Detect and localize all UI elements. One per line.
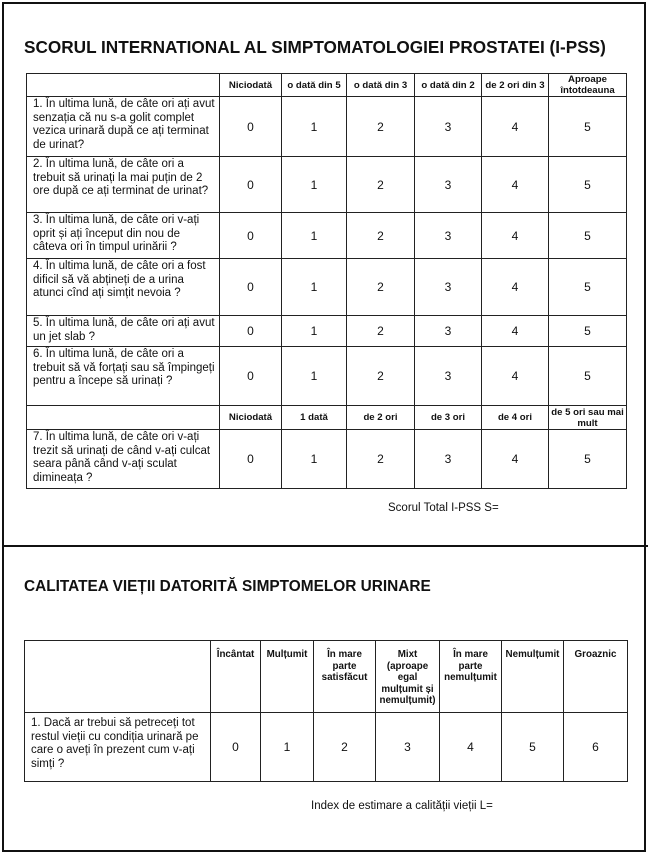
- score-cell[interactable]: 4: [440, 713, 502, 782]
- header-delighted: Încântat: [211, 641, 261, 713]
- score-cell[interactable]: 1: [282, 97, 347, 157]
- score-cell[interactable]: 4: [482, 430, 549, 489]
- header-1-in-5: o dată din 5: [282, 74, 347, 97]
- table-row: [27, 157, 627, 213]
- ipss-header-row-2: [27, 406, 627, 430]
- score-cell[interactable]: 1: [282, 213, 347, 259]
- score-cell[interactable]: 2: [347, 97, 415, 157]
- qol-index-label: Index de estimare a calității vieții L=: [311, 800, 493, 812]
- question-text: 1. Dacă ar trebui să petreceți tot restul vieții cu condiția urinară pe care o aveți în prezent cum v-ați simți ?: [25, 713, 211, 782]
- ipss-table: [26, 73, 627, 489]
- score-cell[interactable]: 2: [314, 713, 376, 782]
- score-cell[interactable]: 1: [282, 259, 347, 316]
- score-cell[interactable]: 2: [347, 316, 415, 347]
- score-cell[interactable]: 3: [415, 97, 482, 157]
- question-text: 1. În ultima lună, de câte ori ați avut senzația că nu s-a golit complet vezica urinară după ce ați terminat de urinat?: [27, 97, 220, 157]
- score-cell[interactable]: 0: [220, 430, 282, 489]
- score-cell[interactable]: 4: [482, 259, 549, 316]
- header2-three-times: de 3 ori: [415, 406, 482, 430]
- table-row: [27, 430, 627, 489]
- section-divider: [2, 545, 648, 547]
- question-text: 2. În ultima lună, de câte ori a trebuit să urinați la mai puțin de 2 ore după ce ați terminat de urinat?: [27, 157, 220, 213]
- header-empty-cell: [27, 406, 220, 430]
- score-cell[interactable]: 5: [502, 713, 564, 782]
- score-cell[interactable]: 0: [220, 347, 282, 406]
- question-text: 5. În ultima lună, de câte ori ați avut un jet slab ?: [27, 316, 220, 347]
- score-cell[interactable]: 3: [415, 259, 482, 316]
- score-cell[interactable]: 4: [482, 316, 549, 347]
- header-empty-cell: [27, 74, 220, 97]
- score-cell[interactable]: 5: [549, 316, 627, 347]
- score-cell[interactable]: 1: [282, 316, 347, 347]
- score-cell[interactable]: 5: [549, 259, 627, 316]
- score-cell[interactable]: 3: [415, 430, 482, 489]
- score-cell[interactable]: 3: [415, 316, 482, 347]
- score-cell[interactable]: 4: [482, 213, 549, 259]
- qol-table: [24, 640, 628, 782]
- header-terrible: Groaznic: [564, 641, 628, 713]
- score-cell[interactable]: 0: [220, 259, 282, 316]
- header-mostly-dissatisfied: În mare parte nemulțumit: [440, 641, 502, 713]
- score-cell[interactable]: 6: [564, 713, 628, 782]
- table-row: [27, 259, 627, 316]
- header2-five-or-more: de 5 ori sau mai mult: [549, 406, 627, 430]
- score-cell[interactable]: 2: [347, 259, 415, 316]
- score-cell[interactable]: 5: [549, 347, 627, 406]
- score-cell[interactable]: 0: [220, 97, 282, 157]
- header-almost-always: Aproape întotdeauna: [549, 74, 627, 97]
- score-cell[interactable]: 4: [482, 347, 549, 406]
- score-cell[interactable]: 1: [261, 713, 314, 782]
- ipss-header-row: [27, 74, 627, 97]
- question-text: 3. În ultima lună, de câte ori v-ați oprit și ați început din nou de câteva ori în timpul urinării ?: [27, 213, 220, 259]
- score-cell[interactable]: 1: [282, 157, 347, 213]
- header-never: Niciodată: [220, 74, 282, 97]
- header-1-in-3: o dată din 3: [347, 74, 415, 97]
- score-cell[interactable]: 1: [282, 347, 347, 406]
- table-row: [27, 347, 627, 406]
- header-unhappy: Nemulțumit: [502, 641, 564, 713]
- table-row: [25, 713, 628, 782]
- score-cell[interactable]: 2: [347, 157, 415, 213]
- score-cell[interactable]: 4: [482, 97, 549, 157]
- table-row: [27, 316, 627, 347]
- score-cell[interactable]: 3: [415, 157, 482, 213]
- header-empty-cell: [25, 641, 211, 713]
- header-2-in-3: de 2 ori din 3: [482, 74, 549, 97]
- score-cell[interactable]: 5: [549, 157, 627, 213]
- score-cell[interactable]: 5: [549, 430, 627, 489]
- score-cell[interactable]: 2: [347, 430, 415, 489]
- table-row: [27, 213, 627, 259]
- score-cell[interactable]: 3: [415, 347, 482, 406]
- score-cell[interactable]: 2: [347, 347, 415, 406]
- score-cell[interactable]: 5: [549, 213, 627, 259]
- header2-never: Niciodată: [220, 406, 282, 430]
- header2-twice: de 2 ori: [347, 406, 415, 430]
- qol-title: CALITATEA VIEȚII DATORITĂ SIMPTOMELOR URINARE: [24, 578, 431, 595]
- question-text: 7. În ultima lună, de câte ori v-ați trezit să urinați de când v-ați culcat seara până când v-ați sculat dimineața ?: [27, 430, 220, 489]
- score-cell[interactable]: 2: [347, 213, 415, 259]
- header2-once: 1 dată: [282, 406, 347, 430]
- table-row: [27, 97, 627, 157]
- score-cell[interactable]: 4: [482, 157, 549, 213]
- ipss-title: SCORUL INTERNATIONAL AL SIMPTOMATOLOGIEI PROSTATEI (I-PSS): [24, 37, 606, 57]
- score-cell[interactable]: 0: [211, 713, 261, 782]
- header2-four-times: de 4 ori: [482, 406, 549, 430]
- score-cell[interactable]: 0: [220, 316, 282, 347]
- score-cell[interactable]: 3: [376, 713, 440, 782]
- score-cell[interactable]: 1: [282, 430, 347, 489]
- header-mostly-satisfied: În mare parte satisfăcut: [314, 641, 376, 713]
- header-pleased: Mulțumit: [261, 641, 314, 713]
- header-mixed: Mixt (aproape egal mulțumit și nemulțumit): [376, 641, 440, 713]
- score-cell[interactable]: 0: [220, 213, 282, 259]
- score-cell[interactable]: 0: [220, 157, 282, 213]
- question-text: 6. În ultima lună, de câte ori a trebuit să vă forțați sau să împingeți pentru a începe să urinați ?: [27, 347, 220, 406]
- header-1-in-2: o dată din 2: [415, 74, 482, 97]
- score-cell[interactable]: 5: [549, 97, 627, 157]
- question-text: 4. În ultima lună, de câte ori a fost dificil să vă abțineți de a urina atunci cînd ați simțit nevoia ?: [27, 259, 220, 316]
- ipss-total-label: Scorul Total I-PSS S=: [388, 502, 499, 514]
- qol-header-row: [25, 641, 628, 713]
- score-cell[interactable]: 3: [415, 213, 482, 259]
